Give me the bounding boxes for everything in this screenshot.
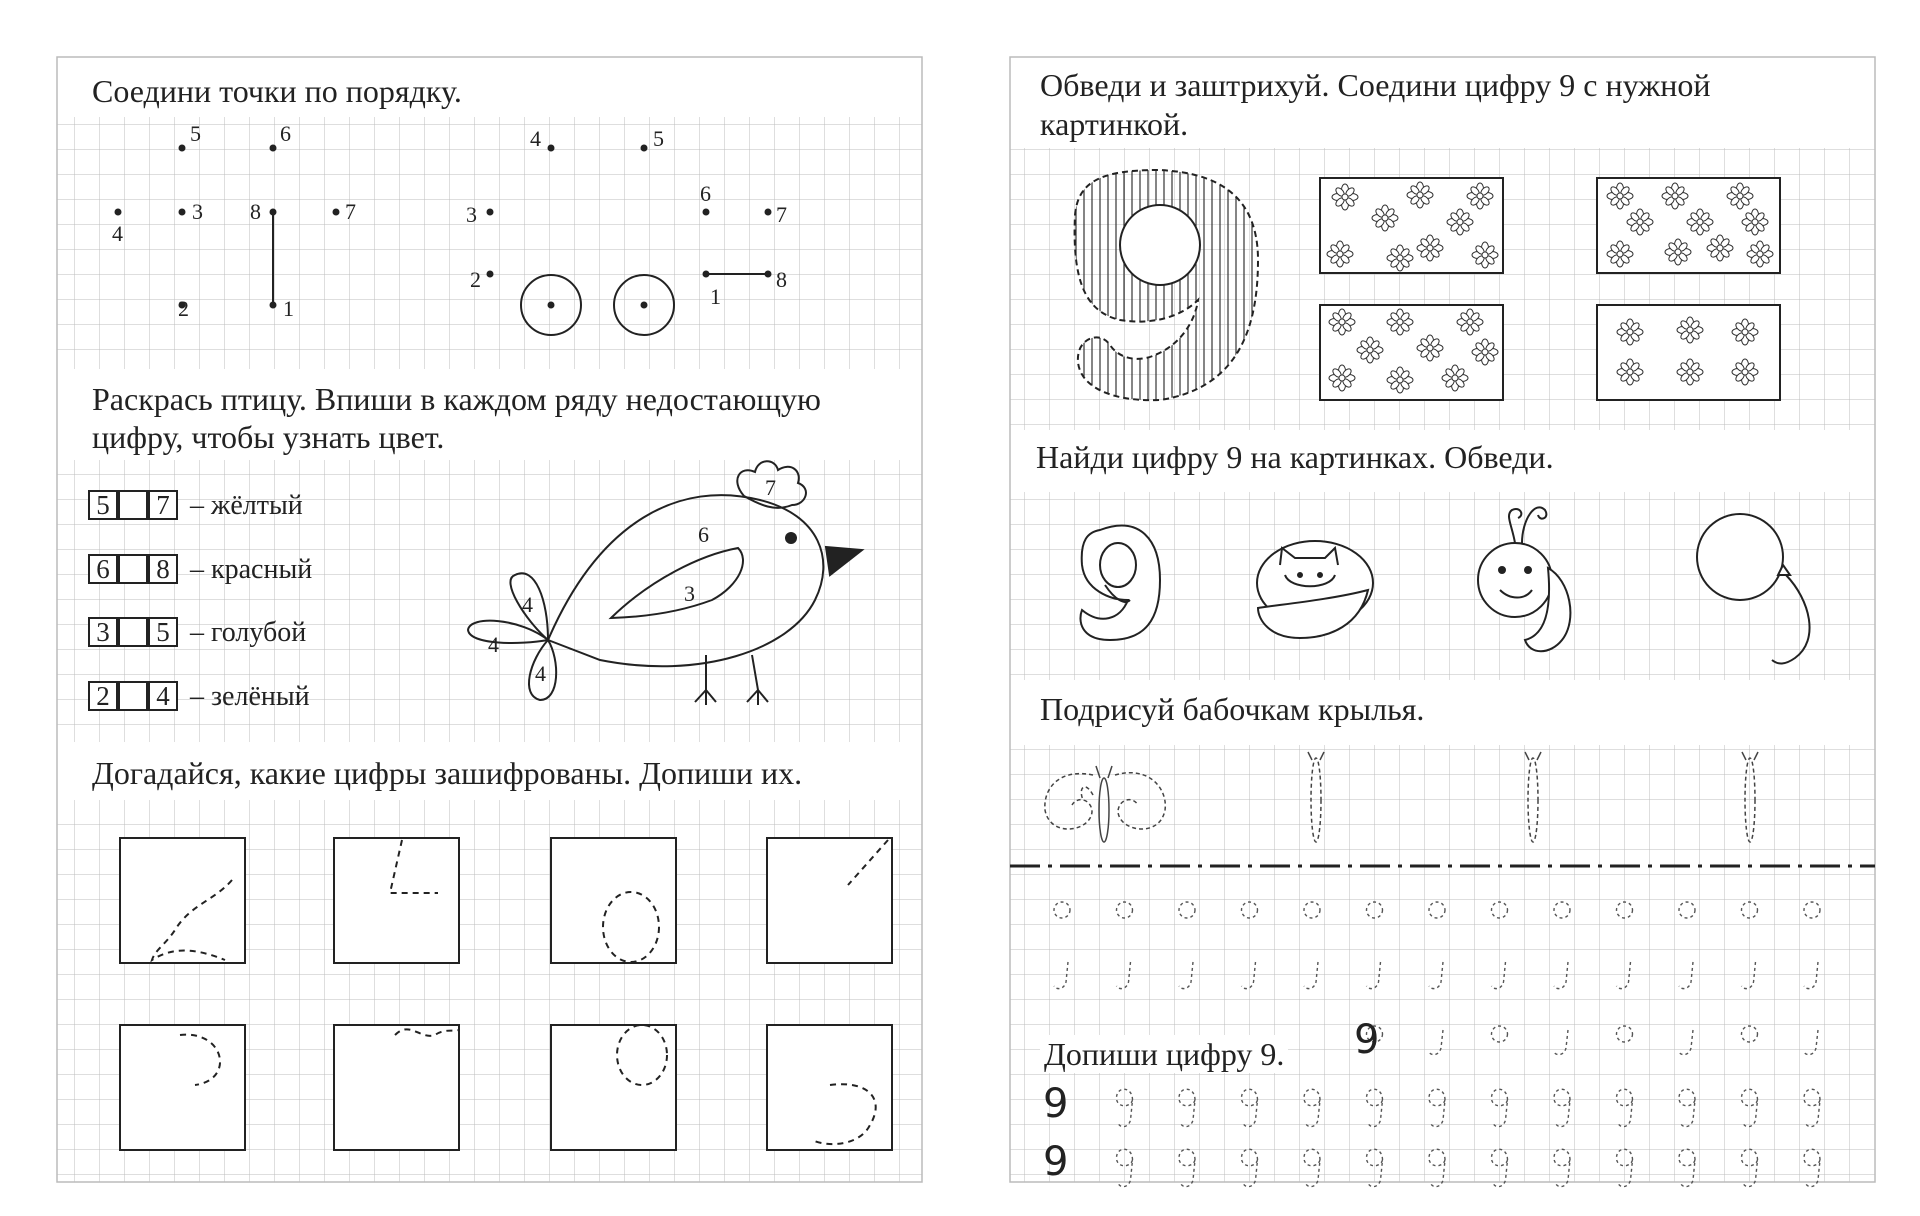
number-box-empty[interactable]	[118, 490, 148, 520]
color-label: – красный	[190, 554, 313, 585]
bird-number: 4	[535, 661, 546, 686]
color-bird-heading-line2: цифру, чтобы узнать цвет.	[92, 419, 445, 455]
number-box: 4	[148, 681, 178, 711]
dot-label: 4	[112, 221, 123, 246]
color-bird-heading-line1: Раскрась птицу. Впиши в каждом ряду недостающую	[92, 381, 821, 417]
color-label: – зелёный	[190, 681, 310, 712]
color-label: – жёлтый	[190, 490, 303, 521]
find-nine-heading: Найди цифру 9 на картинках. Обведи.	[1036, 439, 1554, 475]
bird-number: 4	[522, 592, 533, 617]
number-box-empty[interactable]	[118, 617, 148, 647]
number-box-empty[interactable]	[118, 554, 148, 584]
flower-box-3	[1320, 305, 1503, 400]
number-box: 3	[88, 617, 118, 647]
sample-nine: 9	[1043, 1081, 1069, 1127]
flower-box-1	[1320, 178, 1503, 273]
dot-label: 8	[250, 199, 261, 224]
dot-label: 7	[776, 202, 787, 227]
bird-number: 7	[765, 475, 776, 500]
trace-heading-line1: Обведи и заштрихуй. Соедини цифру 9 с нужной	[1040, 67, 1711, 103]
number-box: 5	[88, 490, 118, 520]
dot-label: 3	[466, 202, 477, 227]
write-nine-heading: Допиши цифру 9.	[1040, 1035, 1288, 1073]
dot-label: 6	[700, 181, 711, 206]
bird-number: 4	[488, 632, 499, 657]
trace-heading-line2: картинкой.	[1040, 106, 1189, 142]
dot-label: 5	[190, 121, 201, 146]
number-box: 2	[88, 681, 118, 711]
sample-nine: 9	[1354, 1017, 1380, 1063]
number-box: 8	[148, 554, 178, 584]
guess-digits-heading: Догадайся, какие цифры зашифрованы. Допиши их.	[92, 755, 803, 791]
bird-number: 3	[684, 581, 695, 606]
flower-box-4	[1597, 305, 1780, 400]
bird-number: 6	[698, 522, 709, 547]
number-box: 5	[148, 617, 178, 647]
flower-box-2	[1597, 178, 1780, 273]
number-box: 7	[148, 490, 178, 520]
dot-label: 1	[283, 296, 294, 321]
dot-label: 4	[530, 126, 541, 151]
dot-label: 6	[280, 121, 291, 146]
color-label: – голубой	[190, 617, 307, 648]
butterflies-heading: Подрисуй бабочкам крылья.	[1040, 691, 1425, 727]
dot-label: 2	[178, 296, 189, 321]
dot-label: 3	[192, 199, 203, 224]
dot-label: 5	[653, 126, 664, 151]
dot-label: 8	[776, 267, 787, 292]
connect-dots-heading: Соедини точки по порядку.	[92, 73, 462, 109]
dot-label: 1	[710, 284, 721, 309]
pretzel-nine-picture	[1080, 526, 1160, 640]
number-box: 6	[88, 554, 118, 584]
dot-label: 2	[470, 267, 481, 292]
number-box-empty[interactable]	[118, 681, 148, 711]
dot-label: 7	[345, 199, 356, 224]
sample-nine: 9	[1043, 1139, 1069, 1185]
